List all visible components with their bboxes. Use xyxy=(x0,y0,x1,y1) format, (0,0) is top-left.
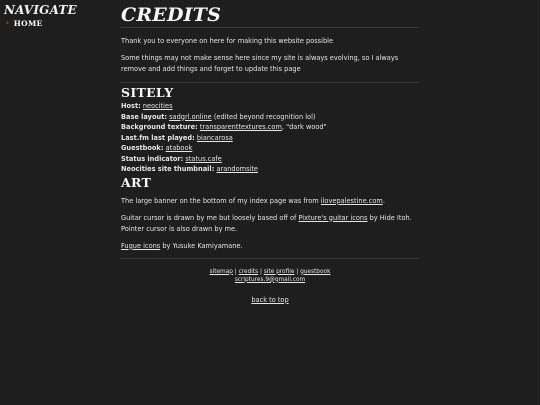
footer-separator: | xyxy=(294,268,301,275)
art-paragraph-fugue xyxy=(121,241,419,252)
nav-link-home[interactable]: HOME xyxy=(13,19,43,28)
nav-item-home[interactable] xyxy=(5,19,114,29)
art-text: . xyxy=(382,196,385,205)
footer-separator: | xyxy=(258,268,264,275)
nav-title: NAVIGATE xyxy=(4,3,77,17)
intro-paragraph-1: Thank you to everyone on here for making this website possible xyxy=(121,37,334,45)
divider xyxy=(121,82,419,83)
fugue-icons-link[interactable]: Fugue icons xyxy=(121,241,161,250)
credit-label: Background texture: xyxy=(121,123,198,131)
footer-link-site-profile[interactable]: site profile xyxy=(263,268,295,275)
credit-extra: , "dark wood" xyxy=(281,123,327,131)
art-paragraph-cursor xyxy=(121,213,419,235)
page-title: CREDITS xyxy=(121,4,222,26)
credit-label: Host: xyxy=(121,102,141,110)
footer-separator: | xyxy=(232,268,239,275)
art-text: by Yusuke Kamiyamane. xyxy=(160,241,243,250)
back-to-top-row xyxy=(121,296,419,304)
credit-link[interactable]: arandomsite xyxy=(216,165,258,173)
intro-paragraph-2: Some things may not make sense here since my site is always evolving, so I always remove and add things and forget to update this page xyxy=(121,54,399,73)
credit-extra: (edited beyond recognition lol) xyxy=(211,112,316,121)
credits-list xyxy=(121,101,419,175)
back-to-top-link[interactable]: back to top xyxy=(251,295,289,304)
divider xyxy=(121,27,419,28)
footer-email-link[interactable]: scriptures.9@gmail.com xyxy=(234,276,306,283)
credit-link[interactable]: neocities xyxy=(142,102,173,110)
credit-label: Status indicator: xyxy=(121,154,184,163)
footer xyxy=(121,268,419,284)
credit-base-layout xyxy=(121,112,419,123)
art-text: The large banner on the bottom of my index page was from xyxy=(121,196,321,205)
pixture-guitar-icons-link[interactable]: Pixture's guitar icons xyxy=(298,213,368,222)
credit-guestbook xyxy=(121,143,419,154)
credit-neocities-thumbnail xyxy=(121,164,419,175)
credit-lastfm xyxy=(121,133,419,144)
footer-link-guestbook[interactable]: guestbook xyxy=(300,268,331,275)
credit-status-indicator xyxy=(121,154,419,165)
credit-link[interactable]: sadgrl.online xyxy=(169,112,212,121)
footer-links xyxy=(121,268,419,276)
footer-link-credits[interactable]: credits xyxy=(238,268,259,275)
ilovepalestine-link[interactable]: ilovepalestine.com xyxy=(320,196,383,205)
credit-label: Last.fm last played: xyxy=(121,133,195,142)
section-title-sitely: SITELY xyxy=(121,85,174,100)
footer-link-sitemap[interactable]: sitemap xyxy=(209,268,233,275)
credit-label: Neocities site thumbnail: xyxy=(121,165,215,173)
main-content xyxy=(121,3,419,304)
section-title-art: ART xyxy=(121,174,152,190)
credit-label: Base layout: xyxy=(121,112,167,121)
credit-background-texture xyxy=(121,122,419,133)
credit-host xyxy=(121,101,419,112)
credit-link[interactable]: atabook xyxy=(165,144,193,152)
footer-email-row xyxy=(121,276,419,284)
credit-link[interactable]: biancarosa xyxy=(196,133,233,142)
sidebar xyxy=(4,2,114,29)
bullet-icon: • xyxy=(5,19,10,28)
credit-label: Guestbook: xyxy=(121,144,164,152)
credit-link[interactable]: transparenttextures.com xyxy=(199,123,282,131)
art-text: by Hide Itoh. Pointer cursor is also drawn by me. xyxy=(121,213,412,233)
divider xyxy=(121,258,419,259)
art-text: Guitar cursor is drawn by me but loosely based off of xyxy=(121,213,299,222)
credit-link[interactable]: status.cafe xyxy=(185,154,222,163)
art-paragraph-banner xyxy=(121,196,419,207)
